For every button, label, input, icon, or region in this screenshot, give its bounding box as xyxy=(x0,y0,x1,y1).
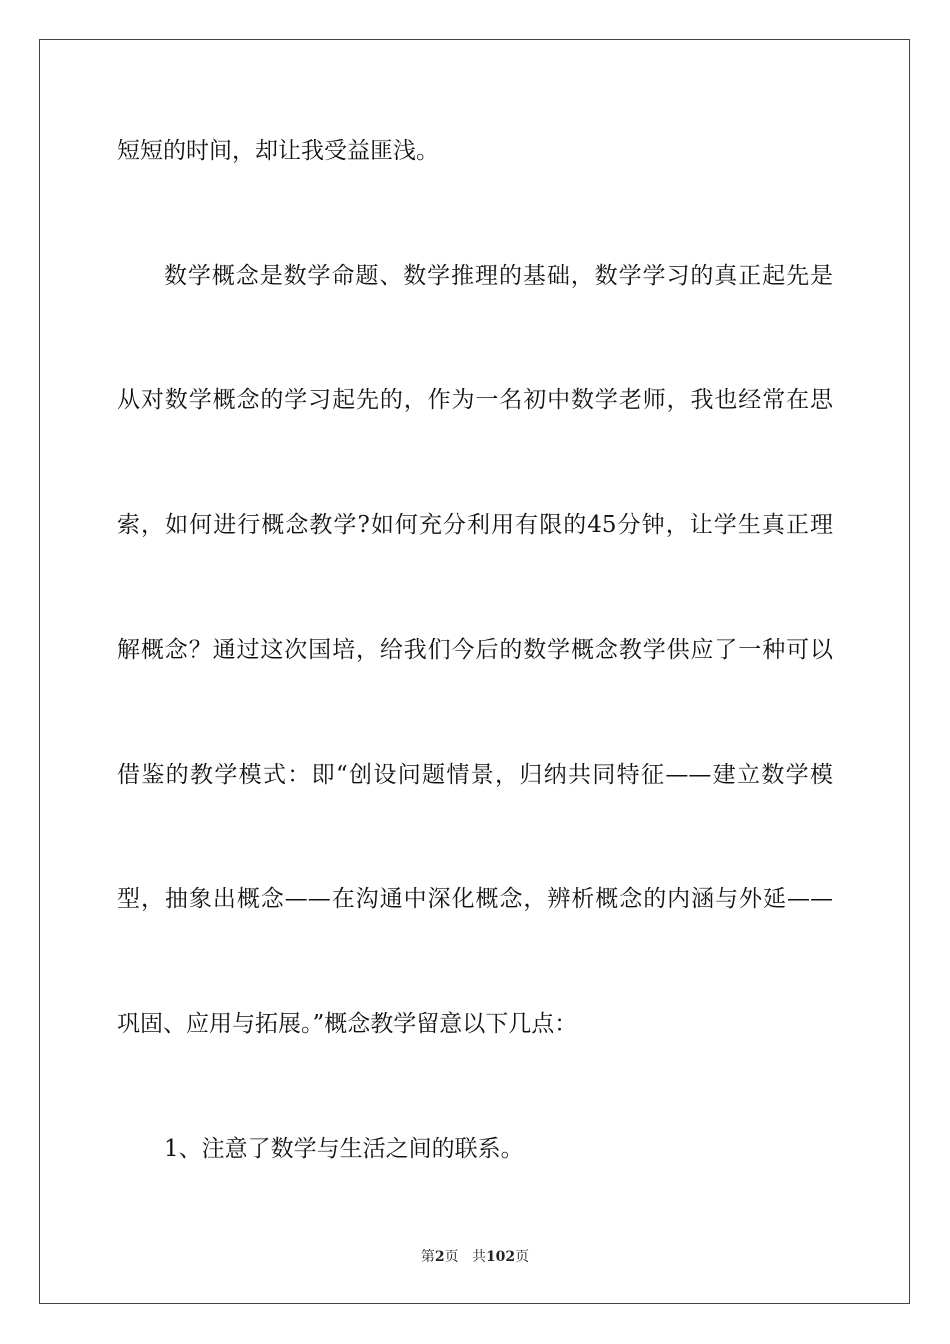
paragraph-2-line-1: 数学概念是数学命题、数学推理的基础，数学学习的真正起先是 xyxy=(164,263,833,289)
paragraph-2-line-6: 型，抽象出概念——在沟通中深化概念，辨析概念的内涵与外延—— xyxy=(117,886,833,912)
total-pages-number: 102 xyxy=(485,1249,516,1265)
paragraph-2-line-7: 巩固、应用与拓展。”概念教学留意以下几点： xyxy=(117,1011,578,1037)
list-item-1: 1、注意了数学与生活之间的联系。 xyxy=(164,1136,524,1162)
current-page-number: 2 xyxy=(434,1249,445,1265)
paragraph-2-line-4: 解概念？通过这次国培，给我们今后的数学概念教学供应了一种可以 xyxy=(117,637,833,663)
footer-prefix: 第 xyxy=(420,1249,435,1265)
paragraph-2-line-2: 从对数学概念的学习起先的，作为一名初中数学老师，我也经常在思 xyxy=(117,387,833,413)
paragraph-2-line-5: 借鉴的教学模式：即“创设问题情景，归纳共同特征——建立数学模 xyxy=(117,762,833,788)
footer-total-prefix: 共 xyxy=(471,1249,486,1265)
page-border xyxy=(39,39,910,1304)
page-footer xyxy=(0,1248,950,1266)
text-line-1: 短短的时间，却让我受益匪浅。 xyxy=(117,138,439,164)
paragraph-2-line-3: 索，如何进行概念教学?如何充分利用有限的45分钟，让学生真正理 xyxy=(117,512,833,538)
footer-page-suffix: 页 xyxy=(444,1249,459,1265)
footer-total-suffix: 页 xyxy=(515,1249,530,1265)
